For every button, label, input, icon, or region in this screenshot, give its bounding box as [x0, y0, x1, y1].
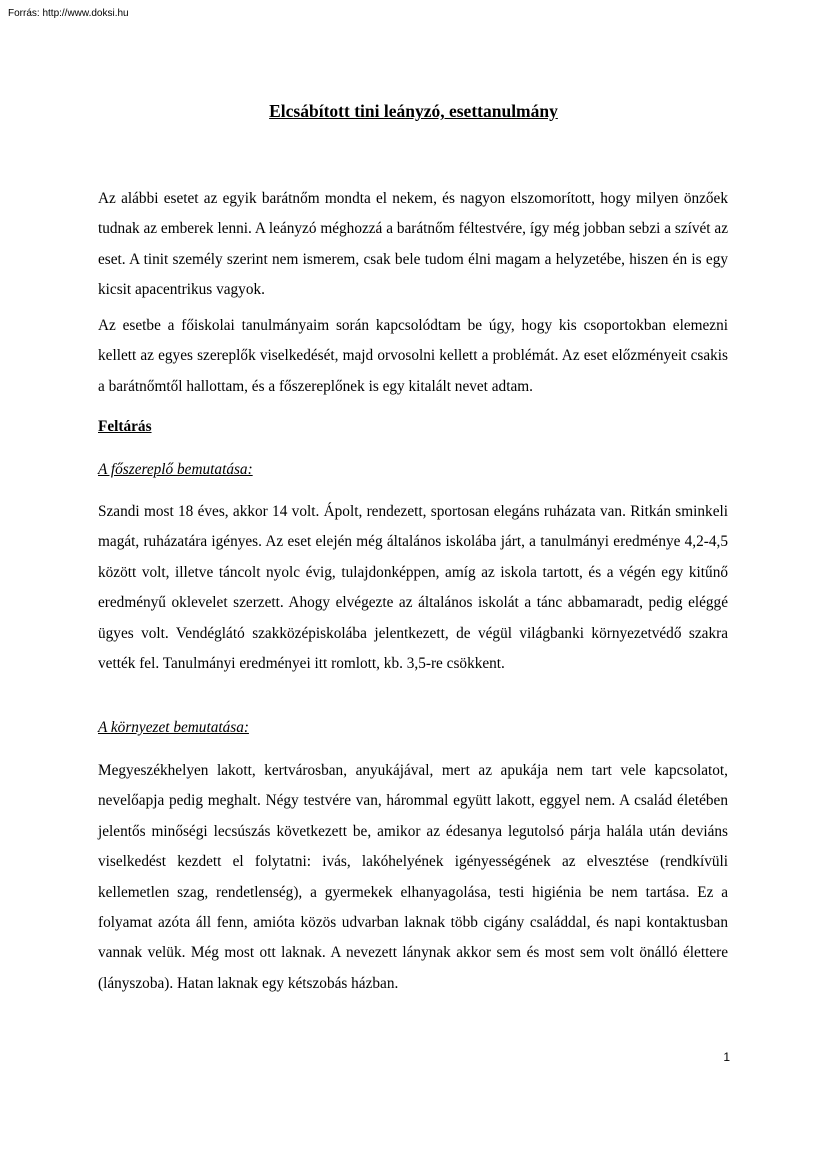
protagonist-heading: A főszereplő bemutatása:: [98, 461, 253, 478]
section-heading: Feltárás: [98, 418, 152, 435]
intro-paragraph-2: Az esetbe a főiskolai tanulmányaim során kapcsolódtam be úgy, hogy kis csoportokban elemezni kellett az egyes szereplők viselkedését, majd orvosolni kellett a problémát. Az eset előzményeit csakis a barátnőmtől hallottam, és a főszereplőnek is egy kitalált nevet adtam.: [98, 317, 728, 395]
environment-heading: A környezet bemutatása:: [98, 719, 249, 736]
page-number: 1: [723, 1050, 730, 1064]
protagonist-paragraph: Szandi most 18 éves, akkor 14 volt. Ápolt, rendezett, sportosan elegáns ruházata van. Ritkán sminkeli magát, ruházatára igényes. Az eset elején még általános iskolába járt, a tanulmányi eredménye 4,2-4,5 között volt, illetve táncolt nyolc évig, tulajdonképpen, amíg az iskola tartott, és a végén egy kitűnő eredményű oklevelet szerzett. Ahogy elvégezte az általános iskolát a tánc abbamaradt, pedig eléggé ügyes volt. Vendéglátó szakközépiskolába jelentkezett, de végül világbanki környezetvédő szakra vették fel. Tanulmányi eredményei itt romlott, kb. 3,5-re csökkent.: [98, 503, 728, 673]
source-label: Forrás: http://www.doksi.hu: [8, 8, 129, 19]
intro-paragraph-1: Az alábbi esetet az egyik barátnőm mondta el nekem, és nagyon elszomorított, hogy milyen önzőek tudnak az emberek lenni. A leányzó méghozzá a barátnőm féltestvére, így még jobban sebzi a szívét az eset. A tinit személy szerint nem ismerem, csak bele tudom élni magam a helyzetébe, hiszen én is egy kicsit apacentrikus vagyok.: [98, 190, 728, 299]
page-title: Elcsábított tini leányzó, esettanulmány: [269, 101, 558, 121]
environment-paragraph: Megyeszékhelyen lakott, kertvárosban, anyukájával, mert az apukája nem tart vele kapcsolatot, nevelőapja pedig meghalt. Négy testvére van, hárommal együtt lakott, eggyel nem. A család életében jelentős minőségi lecsúszás következett be, amikor az édesanya legutolsó párja halála után deviáns viselkedést kezdett el folytatni: ivás, lakóhelyének igényességének az elvesztése (rendkívüli kellemetlen szag, rendetlenség), a gyermekek elhanyagolása, testi higiénia be nem tartása. Ez a folyamat azóta áll fenn, amióta közös udvarban laknak több cigány családdal, és napi kontaktusban vannak velük. Még most ott laknak. A nevezett lánynak akkor sem és most sem volt önálló élettere (lányszoba). Hatan laknak egy kétszobás házban.: [98, 762, 728, 992]
